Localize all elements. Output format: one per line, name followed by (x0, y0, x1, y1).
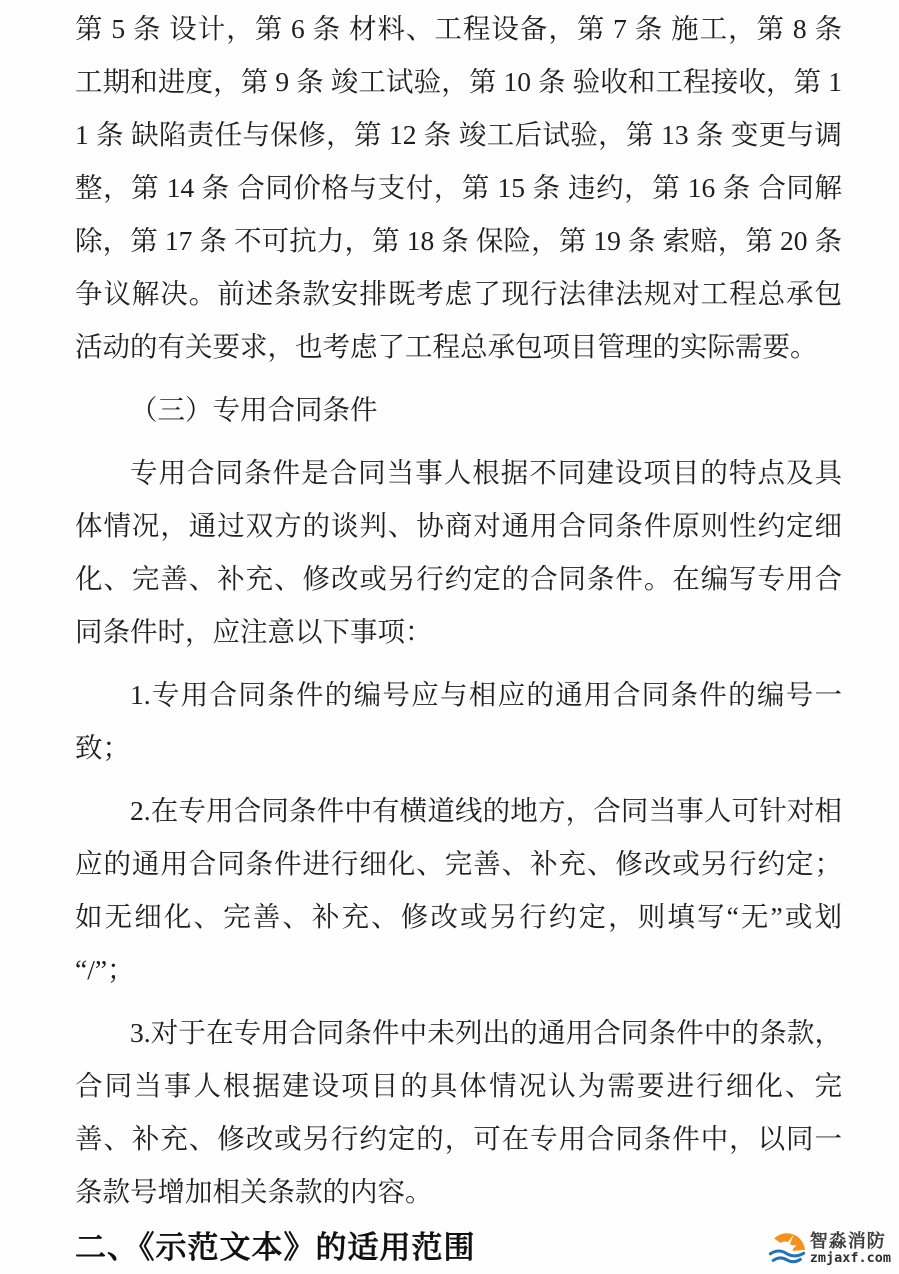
section-heading-scope-of-application: 二、《示范文本》的适用范围 (75, 1230, 476, 1265)
paragraph-special-conditions-intro: 专用合同条件是合同当事人根据不同建设项目的特点及具体情况，通过双方的谈判、协商对通用合同条件原则性约定细化、完善、补充、修改或另行约定的合同条件。在编写专用合同条件时，应注意以下事项： (75, 457, 842, 647)
list-item-3: 3.对于在专用合同条件中未列出的通用合同条件中的条款，合同当事人根据建设项目的具体情况认为需要进行细化、完善、补充、修改或另行约定的，可在专用合同条件中，以同一条款号增加相关条款的内容。 (75, 1017, 842, 1207)
paragraph-general-conditions-clauses: 第 5 条 设计，第 6 条 材料、工程设备，第 7 条 施工，第 8 条 工期和进度，第 9 条 竣工试验，第 10 条 验收和工程接收，第 11 条 缺陷责任与保修，第 12 条 竣工后试验，第 13 条 变更与调整，第 14 条 合同价格与支付，第 15 条 违约，第 16 条 合同解除，第 17 条 不可抗力，第 18 条 保险，第 19 条 索赔，第 20 条 争议解决。前述条款安排既考虑了现行法律法规对工程总承包活动的有关要求，也考虑了工程总承包项目管理的实际需要。 (75, 13, 842, 362)
subsection-heading-special-conditions: （三）专用合同条件 (130, 394, 378, 425)
list-item-2: 2.在专用合同条件中有横道线的地方，合同当事人可针对相应的通用合同条件进行细化、完善、补充、修改或另行约定；如无细化、完善、补充、修改或另行约定，则填写“无”或划“/”； (75, 795, 842, 985)
brand-name: 智淼消防 (809, 1231, 886, 1252)
brand-watermark-text (810, 1232, 891, 1265)
brand-logo-icon (768, 1230, 806, 1268)
list-item-1: 1.专用合同条件的编号应与相应的通用合同条件的编号一致； (75, 679, 842, 763)
brand-domain: zmjaxf.com (809, 1250, 891, 1267)
brand-watermark (768, 1230, 891, 1268)
